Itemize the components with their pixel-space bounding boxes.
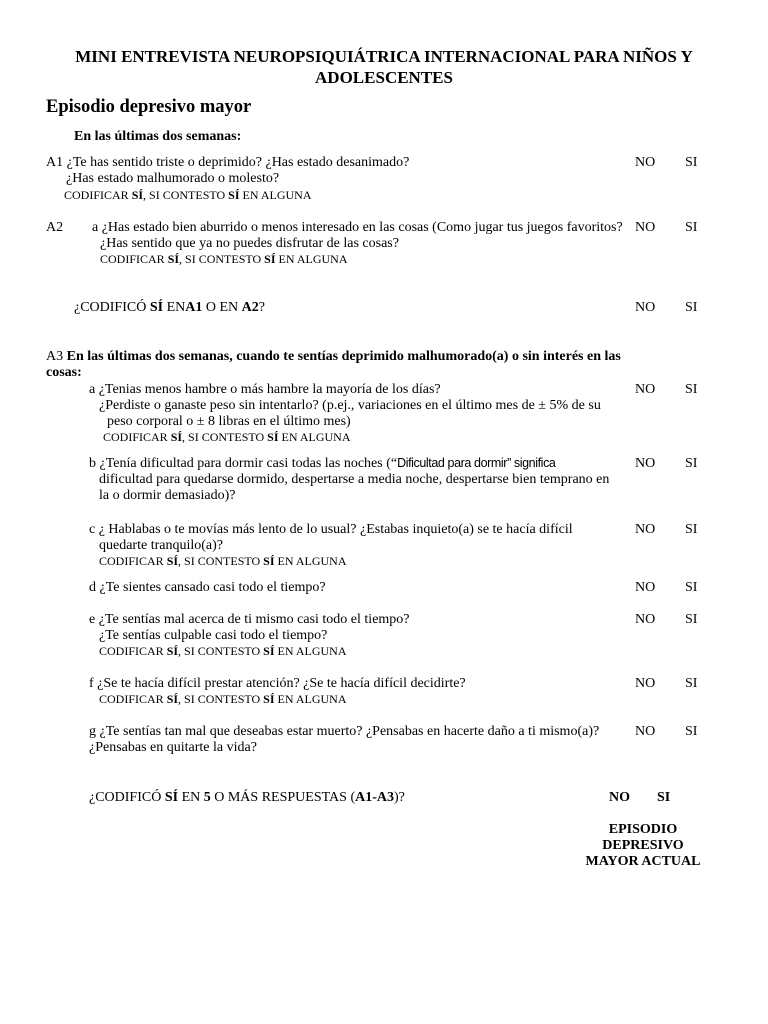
a3a-no-option[interactable]: NO [635, 382, 656, 397]
a2-code-line: CODIFICAR SÍ, SI CONTESTO SÍ EN ALGUNA [100, 252, 348, 266]
section-title: Episodio depresivo mayor [46, 97, 252, 117]
a3-header-line1: A3 En las últimas dos semanas, cuando te sentías deprimido malhumorado(a) o sin interés en las [46, 349, 621, 364]
result-line2: DEPRESIVO [602, 838, 684, 853]
a3g-line2: ¿Pensabas en quitarte la vida? [89, 740, 257, 755]
a1-no-option[interactable]: NO [635, 155, 656, 170]
a1-si-option[interactable]: SI [685, 155, 698, 170]
check2-si-option[interactable]: SI [657, 790, 671, 805]
a3b-line1: b ¿Tenía dificultad para dormir casi todas las noches (“Dificultad para dormir” significa [89, 456, 556, 471]
a1-code-line: CODIFICAR SÍ, SI CONTESTO SÍ EN ALGUNA [64, 188, 312, 202]
intro-text: En las últimas dos semanas: [74, 129, 242, 144]
result-line1: EPISODIO [608, 822, 678, 837]
a3a-si-option[interactable]: SI [685, 382, 698, 397]
a1-label: A1 [46, 155, 64, 170]
a3e-line1: e ¿Te sentías mal acerca de ti mismo casi todo el tiempo? [89, 612, 410, 627]
a2-line1: a ¿Has estado bien aburrido o menos interesado en las cosas (Como jugar tus juegos favoritos? [92, 220, 623, 235]
a3f-line1: f ¿Se te hacía difícil prestar atención? ¿Se te hacía difícil decidirte? [89, 676, 466, 691]
a3a-code-line: CODIFICAR SÍ, SI CONTESTO SÍ EN ALGUNA [103, 430, 351, 444]
a3b-no-option[interactable]: NO [635, 456, 656, 471]
check1-question: ¿CODIFICÓ SÍ ENA1 O EN A2? [74, 300, 265, 315]
a3f-code-line: CODIFICAR SÍ, SI CONTESTO SÍ EN ALGUNA [99, 692, 347, 706]
a3a-line3: peso corporal o ± 8 libras en el último mes) [107, 414, 351, 429]
a3e-line2: ¿Te sentías culpable casi todo el tiempo? [99, 628, 328, 643]
check1-no-option[interactable]: NO [635, 300, 656, 315]
check1-si-option[interactable]: SI [685, 300, 698, 315]
a1-line2: ¿Has estado malhumorado o molesto? [66, 171, 280, 186]
a2-no-option[interactable]: NO [635, 220, 656, 235]
a2-line2: ¿Has sentido que ya no puedes disfrutar de las cosas? [100, 236, 399, 251]
a3-header-line2: cosas: [46, 365, 82, 380]
a3d-no-option[interactable]: NO [635, 580, 656, 595]
a3a-line2: ¿Perdiste o ganaste peso sin intentarlo? (p.ej., variaciones en el último mes de ± 5% de su [99, 398, 601, 413]
a3a-line1: a ¿Tenias menos hambre o más hambre la mayoría de los días? [89, 382, 441, 397]
a3c-line1: c ¿ Hablabas o te movías más lento de lo usual? ¿Estabas inquieto(a) se te hacía difícil [89, 522, 573, 537]
a3d-line1: d ¿Te sientes cansado casi todo el tiempo? [89, 580, 326, 595]
a3e-no-option[interactable]: NO [635, 612, 656, 627]
a3b-line2: dificultad para quedarse dormido, despertarse a media noche, despertarse bien temprano en [99, 472, 610, 487]
a3f-no-option[interactable]: NO [635, 676, 656, 691]
a3g-si-option[interactable]: SI [685, 724, 698, 739]
check2-no-option[interactable]: NO [609, 790, 630, 805]
document-title-line2: ADOLESCENTES [315, 68, 453, 87]
a3f-si-option[interactable]: SI [685, 676, 698, 691]
a3g-no-option[interactable]: NO [635, 724, 656, 739]
question-a1 [46, 155, 409, 171]
a2-label: A2 [46, 220, 64, 235]
a2-si-option[interactable]: SI [685, 220, 698, 235]
a3e-si-option[interactable]: SI [685, 612, 698, 627]
a1-line1: ¿Te has sentido triste o deprimido? ¿Has estado desanimado? [66, 155, 410, 170]
a3d-si-option[interactable]: SI [685, 580, 698, 595]
a3b-si-option[interactable]: SI [685, 456, 698, 471]
a3b-line3: la o dormir demasiado)? [99, 488, 236, 503]
result-line3: MAYOR ACTUAL [585, 854, 701, 869]
check2-question: ¿CODIFICÓ SÍ EN 5 O MÁS RESPUESTAS (A1-A3)? [89, 790, 405, 805]
a3g-line1: g ¿Te sentías tan mal que deseabas estar muerto? ¿Pensabas en hacerte daño a ti mismo(a)? [89, 724, 600, 739]
document-title-line1: MINI ENTREVISTA NEUROPSIQUIÁTRICA INTERNACIONAL PARA NIÑOS Y [75, 47, 693, 66]
a3e-code-line: CODIFICAR SÍ, SI CONTESTO SÍ EN ALGUNA [99, 644, 347, 658]
a3c-code-line: CODIFICAR SÍ, SI CONTESTO SÍ EN ALGUNA [99, 554, 347, 568]
a3c-line2: quedarte tranquilo(a)? [99, 538, 223, 553]
a3c-no-option[interactable]: NO [635, 522, 656, 537]
a3c-si-option[interactable]: SI [685, 522, 698, 537]
